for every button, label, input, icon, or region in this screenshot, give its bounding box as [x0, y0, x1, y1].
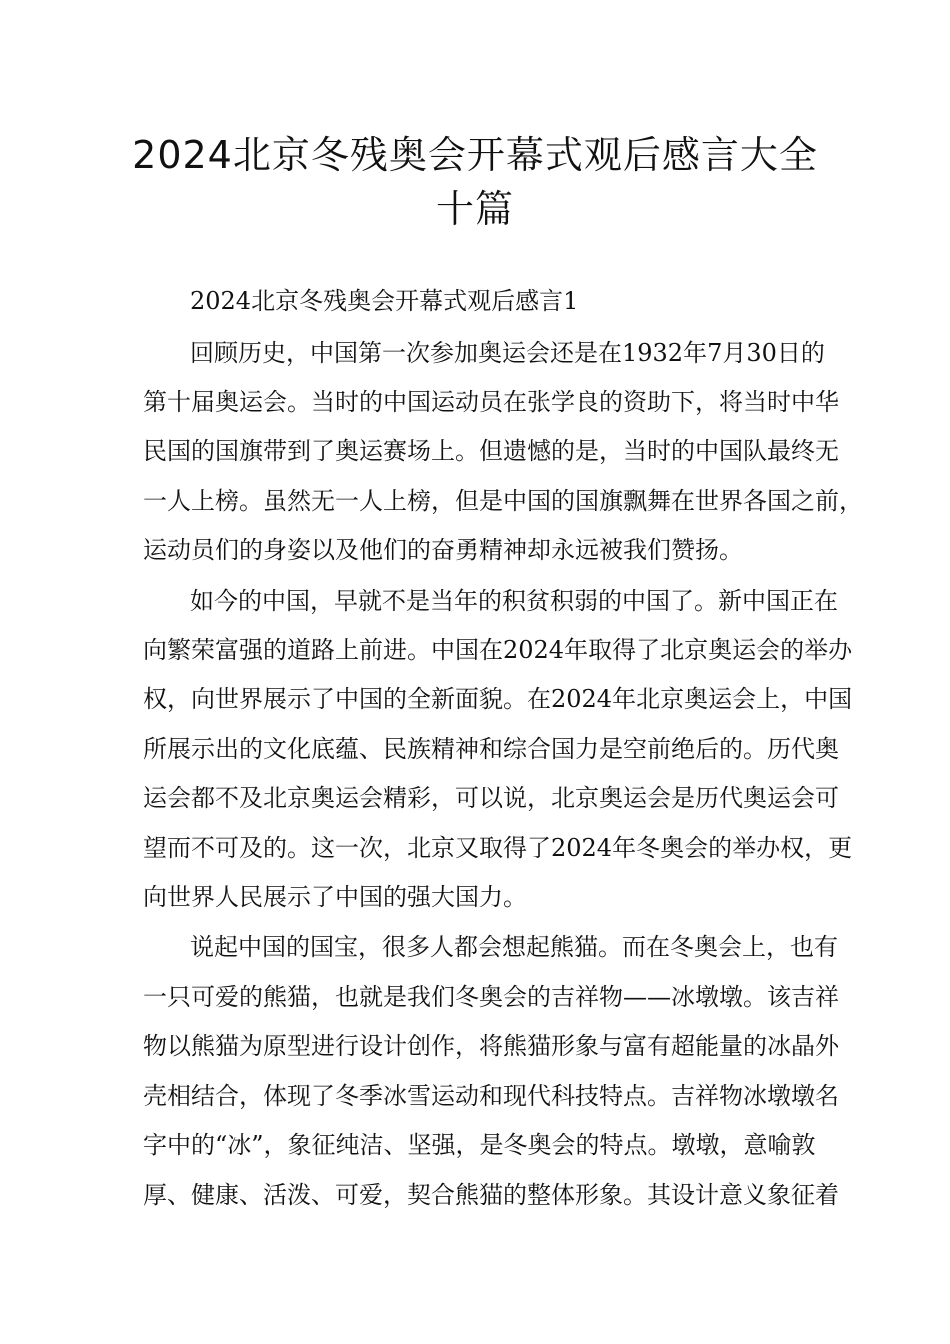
paragraph-line: 厚、健康、活泼、可爱，契合熊猫的整体形象。其设计意义象征着	[143, 1181, 839, 1209]
section-heading: 2024北京冬残奥会开幕式观后感言1	[190, 287, 579, 315]
paragraph-line: 运动员们的身姿以及他们的奋勇精神却永远被我们赞扬。	[143, 536, 743, 564]
paragraph-line: 所展示出的文化底蕴、民族精神和综合国力是空前绝后的。历代奥	[143, 735, 839, 763]
paragraph-line: 向繁荣富强的道路上前进。中国在2024年取得了北京奥运会的举办	[143, 636, 853, 664]
paragraph-line: 权，向世界展示了中国的全新面貌。在2024年北京奥运会上，中国	[143, 685, 853, 713]
paragraph-line: 说起中国的国宝，很多人都会想起熊猫。而在冬奥会上，也有	[190, 933, 838, 961]
paragraph-line: 如今的中国，早就不是当年的积贫积弱的中国了。新中国正在	[190, 587, 838, 615]
paragraph-line: 回顾历史，中国第一次参加奥运会还是在1932年7月30日的	[190, 339, 825, 367]
paragraph-line: 字中的“冰”，象征纯洁、坚强，是冬奥会的特点。墩墩，意喻敦	[143, 1131, 816, 1159]
paragraph-line: 一人上榜。虽然无一人上榜，但是中国的国旗飘舞在世界各国之前，	[143, 487, 863, 515]
document-title	[120, 128, 830, 236]
paragraph-line: 第十届奥运会。当时的中国运动员在张学良的资助下，将当时中华	[143, 388, 839, 416]
paragraph-line: 壳相结合，体现了冬季冰雪运动和现代科技特点。吉祥物冰墩墩名	[143, 1082, 839, 1110]
paragraph-line: 民国的国旗带到了奥运赛场上。但遗憾的是，当时的中国队最终无	[143, 437, 839, 465]
title-line-1: 2024北京冬残奥会开幕式观后感言大全	[132, 133, 818, 177]
title-line-2: 十篇	[435, 187, 514, 231]
paragraph-line: 运会都不及北京奥运会精彩，可以说，北京奥运会是历代奥运会可	[143, 784, 839, 812]
paragraph-line: 望而不可及的。这一次，北京又取得了2024年冬奥会的举办权，更	[143, 834, 853, 862]
paragraph-line: 向世界人民展示了中国的强大国力。	[143, 883, 527, 911]
paragraph-line: 物以熊猫为原型进行设计创作，将熊猫形象与富有超能量的冰晶外	[143, 1032, 839, 1060]
paragraph-line: 一只可爱的熊猫，也就是我们冬奥会的吉祥物——冰墩墩。该吉祥	[143, 983, 839, 1011]
